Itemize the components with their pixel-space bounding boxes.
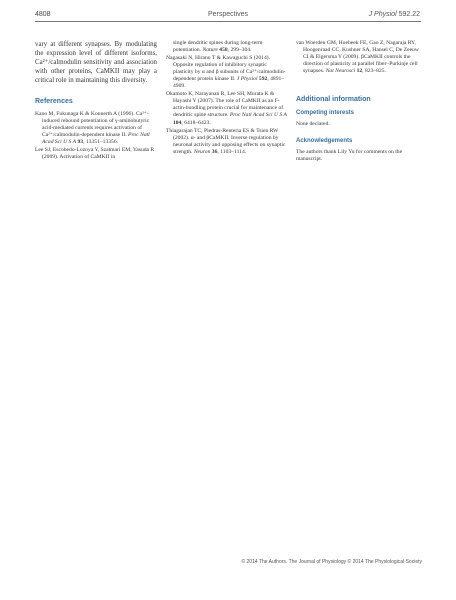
reference-list: [35, 111, 157, 161]
ref-authors-title: Nagasaki N, Hirano T & Kawaguchi S (2014). Opposite regulation of inhibitory synaptic plasticity by α and β subunits of Ca²⁺/calmodulin-dependent protein kinase II.: [166, 55, 286, 83]
ref-volume: 458: [217, 47, 228, 54]
ref-pages: , 299–304.: [227, 47, 252, 54]
ref-authors-title: van Woerden GM, Hoebeek FE, Gao Z, Nagaraja RY, Hoogenraad CC, Kushner SA, Hansel C, De Zeeuw CI & Elgersma Y (2009). βCaMKII controls the direction of plasticity at parallel fiber–Purkinje cell synapses.: [296, 40, 419, 75]
references-heading: References: [35, 98, 73, 105]
ref-journal: Proc Natl Acad Sci U S A: [229, 112, 287, 119]
ref-authors-title: Thiagarajan TC, Piedras-Renteria ES & Tsien RW (2002). α- and βCaMKII. Inverse regulation by neuronal activity and opposing effects on synaptic strength.: [166, 127, 286, 155]
page-number: 4808: [35, 11, 51, 18]
competing-interests-heading: Competing interests: [296, 110, 355, 117]
ref-volume: 12: [355, 68, 363, 75]
header-rule: [35, 21, 421, 22]
ref-pages: , 6418–6423.: [181, 119, 211, 126]
ref-journal: J Physiol: [236, 76, 258, 83]
reference-item: [296, 40, 422, 75]
acknowledgements-text: The authors thank Lily Yu for comments on the manuscript.: [296, 149, 403, 163]
reference-item: [166, 128, 288, 156]
reference-item: [35, 111, 157, 146]
column-2: [166, 40, 288, 156]
ref-journal: Neuron: [193, 148, 211, 155]
section-label: Perspectives: [207, 11, 249, 18]
ref-authors-title: Kano M, Fukunaga K & Konnerth A (1996). Ca²⁺-induced rebound potentiation of γ-aminobutyric acid-mediated currents requires activation of Ca²⁺/calmodulin-dependent kinase II.: [35, 111, 150, 139]
ref-journal: Proc Natl Acad Sci U S A: [42, 132, 150, 146]
ref-pages: , 4891–4909.: [173, 76, 285, 90]
column-1: [35, 40, 157, 161]
acknowledgements-heading: Acknowledgements: [296, 138, 353, 145]
ref-journal: Nature: [202, 47, 218, 54]
column-3: [296, 40, 422, 163]
copyright-footer: © 2014 The Authors. The Journal of Physiology © 2014 The Physiological Society: [241, 559, 422, 565]
reference-list: [296, 40, 422, 75]
reference-list: [166, 40, 288, 156]
ref-pages: , 823–825.: [362, 68, 386, 75]
body-paragraph: vary at different synapses. By modulating the expression level of different isoforms, Ca²⁺/calmodulin sensitivity and association with other proteins, CaMKII may play a critical role in maintaining this diversity.: [35, 41, 157, 84]
ref-authors-title: single dendritic spines during long-term potentiation.: [173, 40, 263, 54]
journal-volume: 592.22: [398, 11, 420, 18]
ref-pages: , 13351–13356.: [83, 139, 119, 146]
competing-interests-text: None declared.: [296, 121, 330, 128]
journal-name: J Physiol: [368, 11, 397, 18]
ref-volume: 592: [257, 76, 268, 83]
reference-item: [166, 91, 288, 126]
ref-pages: , 1103–1114.: [217, 148, 247, 155]
ref-authors-title: Lee SJ, Escobedo-Lozoya Y, Szatmari EM, Yasuda R (2009). Activation of CaMKII in: [35, 147, 155, 161]
ref-volume: 36: [210, 148, 218, 155]
reference-item: [166, 40, 288, 54]
reference-item: [35, 147, 157, 161]
additional-info-heading: Additional information: [296, 96, 371, 104]
ref-volume: 104: [173, 119, 182, 126]
reference-item: [166, 55, 288, 90]
ref-authors-title: Okamoto K, Narayanan R, Lee SH, Murata K & Hayashi Y (2007). The role of CaMKII as an F-actin-bundling protein crucial for maintenance of dendritic spine structure.: [166, 91, 284, 119]
ref-volume: 93: [76, 139, 84, 146]
ref-journal: Nat Neurosci: [325, 68, 356, 75]
